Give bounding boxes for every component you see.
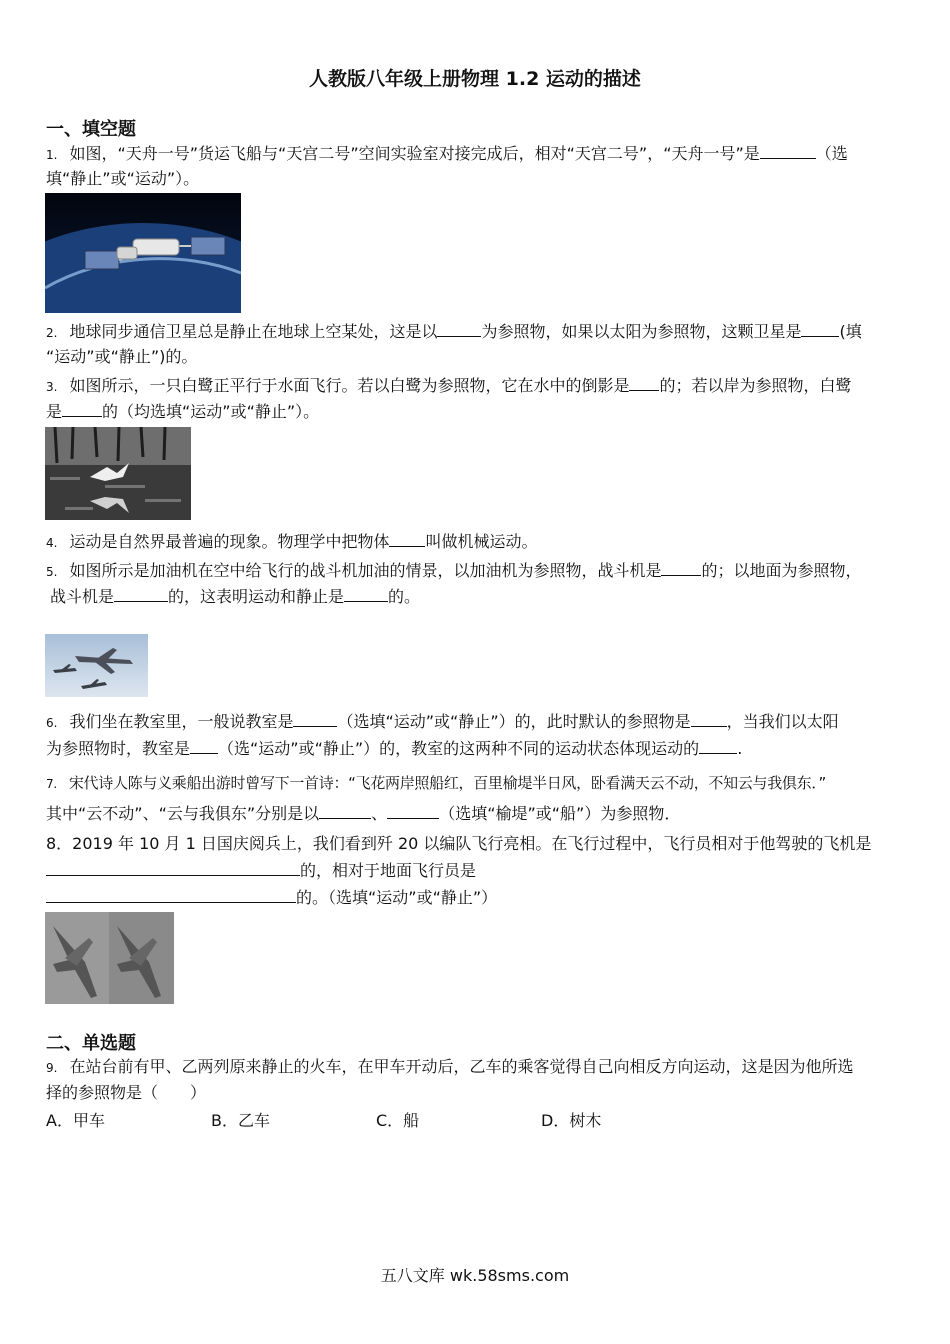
answer-blank <box>699 735 737 754</box>
answer-blank <box>661 557 701 576</box>
question-2-line-1: 2. 地球同步通信卫星总是静止在地球上空某处，这是以 为参照物，如果以太阳为参照物，这颗卫星是 (填 <box>46 318 908 346</box>
question-6-line-2: 为参照物时，教室是 （选“运动”或“静止”）的，教室的这两种不同的运动状态体现运动的 . <box>46 735 908 762</box>
question-number: 4. <box>46 536 58 550</box>
answer-blank <box>319 800 371 819</box>
question-3-line-2: 是 的（均选填“运动”或“静止”）。 <box>46 398 908 425</box>
question-4: 4. 运动是自然界最普遍的现象。物理学中把物体 叫做机械运动。 <box>46 528 908 556</box>
answer-blank <box>389 528 425 547</box>
question-number: 7. <box>46 777 57 791</box>
answer-blank <box>801 318 839 337</box>
answer-blank <box>62 398 102 417</box>
question-8-line-3: 的。（选填“运动”或“静止”） <box>46 884 908 911</box>
answer-blank <box>293 708 337 727</box>
answer-blank <box>46 884 296 903</box>
answer-blank <box>437 318 481 337</box>
option-d: D．树木 <box>541 1111 602 1130</box>
answer-blank <box>344 583 388 602</box>
answer-blank <box>190 735 218 754</box>
space-station-docking-image <box>45 193 241 313</box>
answer-blank <box>387 800 439 819</box>
question-7-line-1: 7. 宋代诗人陈与义乘船出游时曾写下一首诗：“飞花两岸照船红，百里榆堤半日风，卧看满天云不动，不知云与我俱东．” <box>46 774 827 792</box>
question-3-line-1: 3. 如图所示，一只白鹭正平行于水面飞行。若以白鹭为参照物，它在水中的倒影是 的；若以岸为参照物，白鹭 <box>46 372 908 400</box>
question-number: 3. <box>46 380 58 394</box>
footer-watermark: 五八文库 wk.58sms.com <box>380 1266 570 1285</box>
question-8-line-2: 的，相对于地面飞行员是 <box>46 857 908 884</box>
section-heading-fill-in: 一、填空题 <box>46 119 136 140</box>
section-heading-single-choice: 二、单选题 <box>46 1033 136 1054</box>
question-1-line-2: 填“静止”或“运动”）。 <box>46 169 200 188</box>
answer-blank <box>46 857 300 876</box>
egret-flying-image <box>45 427 191 520</box>
question-8-line-1: 8．2019 年 10 月 1 日国庆阅兵上，我们看到歼 20 以编队飞行亮相。在飞行过程中，飞行员相对于他驾驶的飞机是 <box>46 834 872 853</box>
aerial-refueling-image <box>45 634 148 697</box>
question-1-line-1: 1. 如图，“天舟一号”货运飞船与“天宫二号”空间实验室对接完成后，相对“天宫二号”，“天舟一号”是 （选 <box>46 140 908 168</box>
answer-blank <box>629 372 659 391</box>
question-5-line-1: 5. 如图所示是加油机在空中给飞行的战斗机加油的情景，以加油机为参照物，战斗机是 的；以地面为参照物， <box>46 557 908 585</box>
question-9-options <box>46 1108 908 1134</box>
question-7-line-2: 其中“云不动”、“云与我俱东”分别是以 、 （选填“榆堤”或“船”）为参照物． <box>46 800 908 827</box>
option-c: C．船 <box>376 1111 420 1130</box>
question-number: 5. <box>46 565 58 579</box>
j20-formation-image <box>45 912 174 1004</box>
document-title: 人教版八年级上册物理 1.2 运动的描述 <box>309 68 641 90</box>
answer-blank <box>691 708 727 727</box>
option-a: A．甲车 <box>46 1111 105 1130</box>
answer-blank <box>760 140 816 159</box>
question-2-line-2: “运动”或“静止”)的。 <box>46 347 198 366</box>
question-number: 1. <box>46 148 58 162</box>
question-number: 9. <box>46 1061 58 1075</box>
answer-blank <box>114 583 168 602</box>
question-5-line-2: 战斗机是 的，这表明运动和静止是 的。 <box>50 583 912 610</box>
option-b: B．乙车 <box>211 1111 270 1130</box>
question-number: 6. <box>46 716 58 730</box>
question-9-line-2: 择的参照物是（ ） <box>46 1083 207 1102</box>
question-6-line-1: 6. 我们坐在教室里，一般说教室是 （选填“运动”或“静止”）的，此时默认的参照物是 ，当我们以太阳 <box>46 708 908 736</box>
question-number: 2. <box>46 326 58 340</box>
question-9-line-1: 9. 在站台前有甲、乙两列原来静止的火车，在甲车开动后，乙车的乘客觉得自己向相反方向运动，这是因为他所选 <box>46 1057 854 1076</box>
